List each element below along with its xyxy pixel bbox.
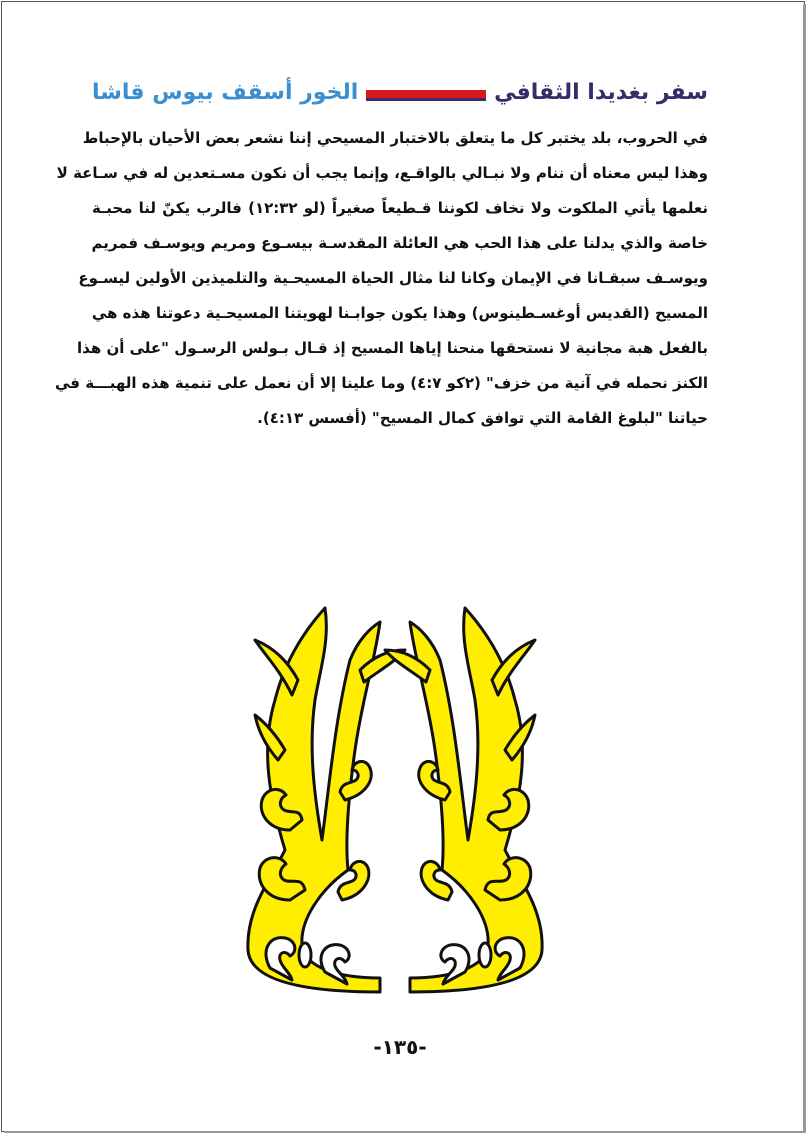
text-line-8: الكنز نحمله في آنية من خزف" (٢كو ٤:٧) وما علينا إلا أن نعمل على تنمية هذه الهبـــة في	[55, 374, 708, 392]
page-number: -١٣٥-	[373, 1035, 427, 1059]
text-line-3: نعلمها يأتي الملكوت ولا نخاف لكوننا قـطيعاً صغيراً (لو ١٢:٣٢) فالرب يكنّ لنا محبـة	[92, 199, 708, 217]
left-branch-icon	[248, 608, 405, 992]
book-title: سفر بغديدا الثقافي	[486, 78, 708, 108]
running-header	[92, 80, 708, 110]
text-line-7: بالفعل هبة مجانية لا نستحقها منحنا إياها المسيح إذ قـال بـولس الرسـول "على أن هذا	[77, 339, 708, 357]
text-line-6: المسيح (القديس أوغسـطينوس) وهذا يكون جوابـنا لهويتنا المسيحـية دعوتنا هذه هي	[91, 304, 708, 322]
text-line-1: في الحروب، بلد يختبر كل ما يتعلق بالاختبار المسيحي إننا نشعر بعض الأحيان بالإحباط	[82, 129, 708, 147]
text-line-2: وهذا ليس معناه أن ننام ولا نبـالي بالواقـع، وإنما يجب أن نكون مسـتعدين له في سـاعة لا	[56, 164, 708, 182]
text-line-5: ويوسـف سبقـانا في الإيمان وكانا لنا مثال الحياة المسيحـية والتلميذين الأولين ليسـوع	[78, 269, 708, 287]
text-line-4: خاصة والذي يدلنا على هذا الحب هي العائلة المقدسـة بيسـوع ومريم ويوسـف فمريم	[91, 234, 708, 252]
text-line-9: حياتنا "لبلوغ القامة التي توافق كمال المسيح" (أفسس ٤:١٣).	[257, 409, 708, 427]
palm-branches-ornament-icon	[230, 600, 560, 1000]
body-text	[55, 121, 708, 436]
author-name: الخور أسقف بيوس قاشا	[92, 78, 366, 108]
